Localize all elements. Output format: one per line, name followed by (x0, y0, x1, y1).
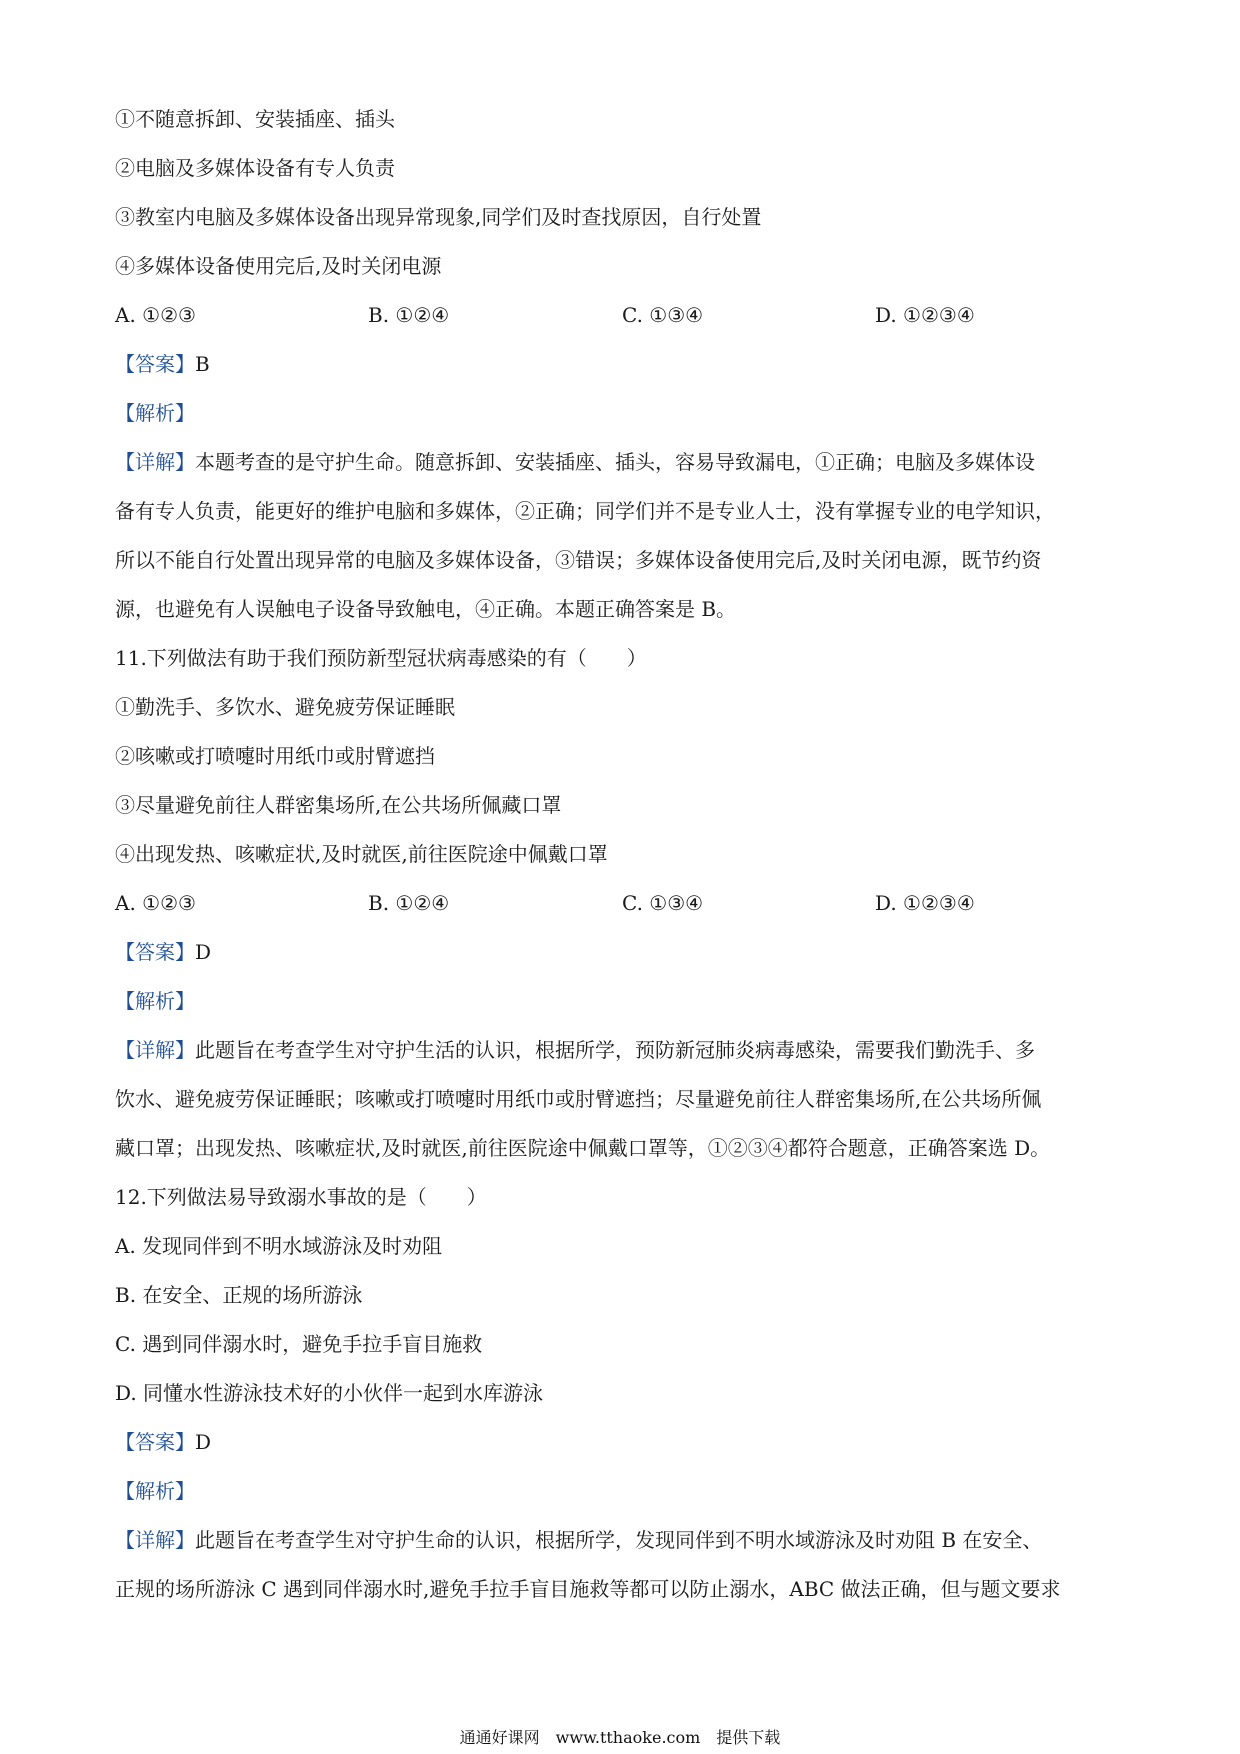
q11-option-a: A. ①②③ (115, 891, 196, 915)
detail-line: 源，也避免有人误触电子设备导致触电，④正确。本题正确答案是 B。 (115, 597, 737, 621)
detail-line: 备有专人负责，能更好的维护电脑和多媒体，②正确；同学们并不是专业人士，没有掌握专业的电学知识， (115, 499, 1055, 523)
detail-line: 【详解】此题旨在考查学生对守护生活的认识，根据所学，预防新冠肺炎病毒感染，需要我们勤洗手、多 (115, 1038, 1035, 1062)
q11-option-b: B. ①②④ (368, 891, 450, 915)
q11-answer (115, 940, 1125, 964)
answer-value: D (195, 940, 212, 964)
detail-line: 饮水、避免疲劳保证睡眠；咳嗽或打喷嚏时用纸巾或肘臂遮挡；尽量避免前往人群密集场所,在公共场所佩 (115, 1087, 1042, 1111)
detail-line: 【详解】此题旨在考查学生对守护生命的认识，根据所学，发现同伴到不明水域游泳及时劝阻 B 在安全、 (115, 1528, 1043, 1552)
q12-detail (115, 1528, 1130, 1626)
q10-option-c: C. ①③④ (622, 303, 704, 327)
detail-line: 藏口罩；出现发热、咳嗽症状,及时就医,前往医院途中佩戴口罩等，①②③④都符合题意，正确答案选 D。 (115, 1136, 1051, 1160)
detail-line: 正规的场所游泳 C 遇到同伴溺水时,避免手拉手盲目施救等都可以防止溺水，ABC 做法正确，但与题文要求 (115, 1577, 1061, 1601)
detail-tag: 【详解】 (115, 450, 195, 474)
q11-detail (115, 1038, 1130, 1185)
q12-answer (115, 1430, 1125, 1454)
detail-line: 【详解】本题考查的是守护生命。随意拆卸、安装插座、插头，容易导致漏电，①正确；电脑及多媒体设 (115, 450, 1035, 474)
q11-option-c: C. ①③④ (622, 891, 704, 915)
answer-tag: 【答案】 (115, 940, 195, 964)
q10-item-2: ②电脑及多媒体设备有专人负责 (115, 156, 395, 180)
analysis-tag: 【解析】 (115, 401, 195, 425)
answer-value: D (195, 1430, 212, 1454)
q10-answer (115, 352, 1125, 376)
q11-stem: 11.下列做法有助于我们预防新型冠状病毒感染的有（ ） (115, 646, 647, 670)
answer-tag: 【答案】 (115, 352, 195, 376)
q12-option-c: C. 遇到同伴溺水时，避免手拉手盲目施救 (115, 1332, 483, 1356)
q12-analysis-heading (115, 1479, 1125, 1503)
q11-analysis-heading (115, 989, 1125, 1013)
q10-detail (115, 450, 1130, 646)
answer-tag: 【答案】 (115, 1430, 195, 1454)
q11-option-d: D. ①②③④ (875, 891, 975, 915)
detail-tag: 【详解】 (115, 1038, 195, 1062)
q10-option-b: B. ①②④ (368, 303, 450, 327)
q11-item-2: ②咳嗽或打喷嚏时用纸巾或肘臂遮挡 (115, 744, 435, 768)
q12-option-a: A. 发现同伴到不明水域游泳及时劝阻 (115, 1234, 443, 1258)
q11-item-1: ①勤洗手、多饮水、避免疲劳保证睡眠 (115, 695, 455, 719)
answer-value: B (195, 352, 210, 376)
q12-stem: 12.下列做法易导致溺水事故的是（ ） (115, 1185, 487, 1209)
q10-option-a: A. ①②③ (115, 303, 196, 327)
analysis-tag: 【解析】 (115, 989, 195, 1013)
detail-tag: 【详解】 (115, 1528, 195, 1552)
q10-analysis-heading (115, 401, 1125, 425)
q10-item-1: ①不随意拆卸、安装插座、插头 (115, 107, 395, 131)
q11-item-4: ④出现发热、咳嗽症状,及时就医,前往医院途中佩戴口罩 (115, 842, 608, 866)
q10-item-4: ④多媒体设备使用完后,及时关闭电源 (115, 254, 442, 278)
detail-line: 所以不能自行处置出现异常的电脑及多媒体设备，③错误；多媒体设备使用完后,及时关闭电源，既节约资 (115, 548, 1042, 572)
page-footer: 通通好课网 www.tthaoke.com 提供下载 (459, 1728, 781, 1747)
q10-item-3: ③教室内电脑及多媒体设备出现异常现象,同学们及时查找原因，自行处置 (115, 205, 762, 229)
q12-option-d: D. 同懂水性游泳技术好的小伙伴一起到水库游泳 (115, 1381, 544, 1405)
q12-option-b: B. 在安全、正规的场所游泳 (115, 1283, 363, 1307)
analysis-tag: 【解析】 (115, 1479, 195, 1503)
q10-option-d: D. ①②③④ (875, 303, 975, 327)
q11-item-3: ③尽量避免前往人群密集场所,在公共场所佩藏口罩 (115, 793, 562, 817)
